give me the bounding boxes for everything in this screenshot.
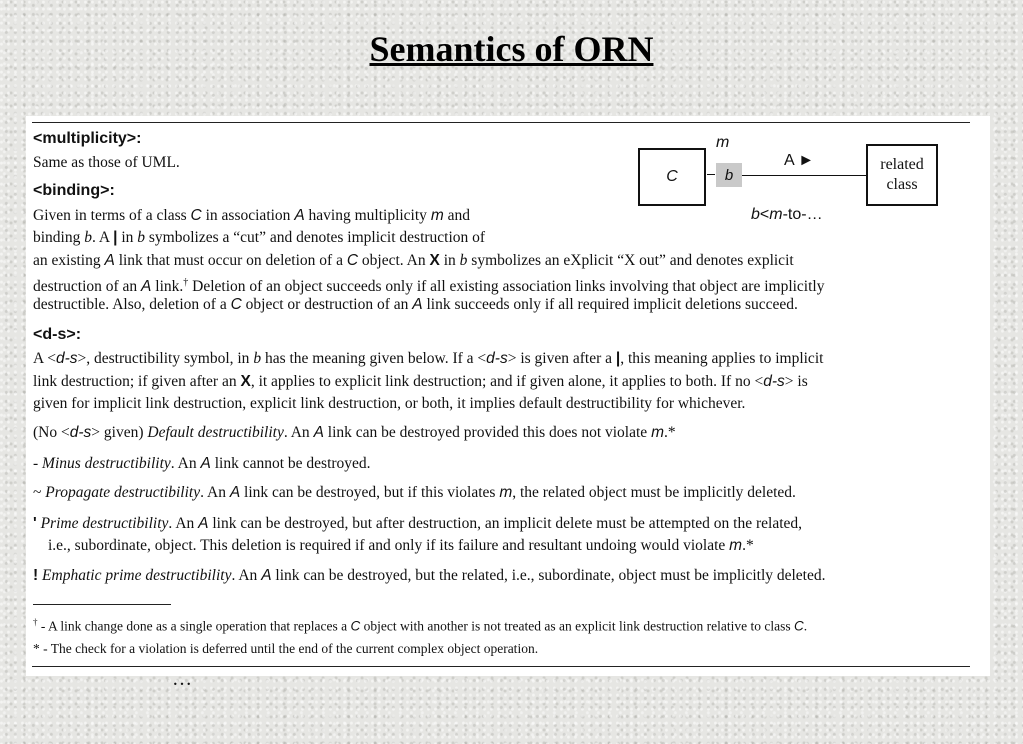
footnote-asterisk: * - The check for a violation is deferred until the end of the current complex object operation. <box>33 641 539 656</box>
continuation-ellipsis: … <box>172 668 192 690</box>
binding-line-2: binding b. A | in b symbolizes a “cut” and denotes implicit destruction of <box>33 229 486 246</box>
related-class-label: related class <box>880 156 924 193</box>
slide-title: Semantics of ORN <box>369 29 654 69</box>
item-propagate-destructibility: ~ Propagate destructibility. An A link can be destroyed, but if this violates m, the related object must be implicitly deleted. <box>33 484 796 501</box>
class-c-label: C <box>666 168 678 185</box>
ds-line-3: given for implicit link destruction, explicit link destruction, or both, it implies default destructibility for whichever. <box>33 395 746 412</box>
item-prime-destructibility: ' Prime destructibility. An A link can be destroyed, but after destruction, an implicit delete must be attempted on the related, <box>33 515 803 532</box>
connector-dash <box>707 174 715 175</box>
binding-b-label: b <box>724 166 734 184</box>
multiplicity-body: Same as those of UML. <box>33 154 180 171</box>
binding-line-4: destruction of an A link.† Deletion of an object succeeds only if all existing association links involving that object are implicitly <box>33 277 825 296</box>
binding-line-3: an existing A link that must occur on deletion of a C object. An X in b symbolizes an eXplicit “X out” and denotes explicit <box>33 252 794 269</box>
item-emphatic-destructibility: ! Emphatic prime destructibility. An A link can be destroyed, but the related, i.e., subordinate, object must be implicitly deleted. <box>33 567 826 584</box>
footnote-dagger: † - A link change done as a single operation that replaces a C object with another is not treated as an explicit link destruction relative to class C. <box>33 617 808 634</box>
multiplicity-heading: <multiplicity>: <box>33 130 142 147</box>
item-prime-continuation: i.e., subordinate, object. This deletion is required if and only if its failure and resultant undoing would violate m.* <box>48 537 754 554</box>
binding-line-1: Given in terms of a class C in association A having multiplicity m and <box>33 207 470 224</box>
class-c-box <box>638 148 706 206</box>
related-class-box <box>866 144 938 206</box>
binding-heading: <binding>: <box>33 182 115 199</box>
ds-line-2: link destruction; if given after an X, it applies to explicit link destruction; and if given alone, it applies to both. If no <d-s> is <box>33 373 808 390</box>
orn-diagram <box>636 130 986 230</box>
item-default-destructibility: (No <d-s> given) Default destructibility. An A link can be destroyed provided this does not violate m.* <box>33 424 676 441</box>
footnote-rule <box>33 604 171 605</box>
top-rule <box>32 122 970 123</box>
binding-b-box <box>716 163 742 187</box>
cardinality-label: b<m-to-… <box>751 206 823 223</box>
binding-line-5: destructible. Also, deletion of a C object or destruction of an A link succeeds only if all required implicit deletions succeed. <box>33 296 798 313</box>
document-panel <box>26 116 990 676</box>
association-label: A ► <box>784 152 815 169</box>
association-line <box>742 175 866 176</box>
multiplicity-label: m <box>716 134 730 151</box>
ds-heading: <d-s>: <box>33 326 82 343</box>
item-minus-destructibility: - Minus destructibility. An A link cannot be destroyed. <box>33 455 371 472</box>
bottom-rule <box>32 666 970 667</box>
ds-line-1: A <d-s>, destructibility symbol, in b has the meaning given below. If a <d-s> is given after a |, this meaning applies to implicit <box>33 350 824 367</box>
